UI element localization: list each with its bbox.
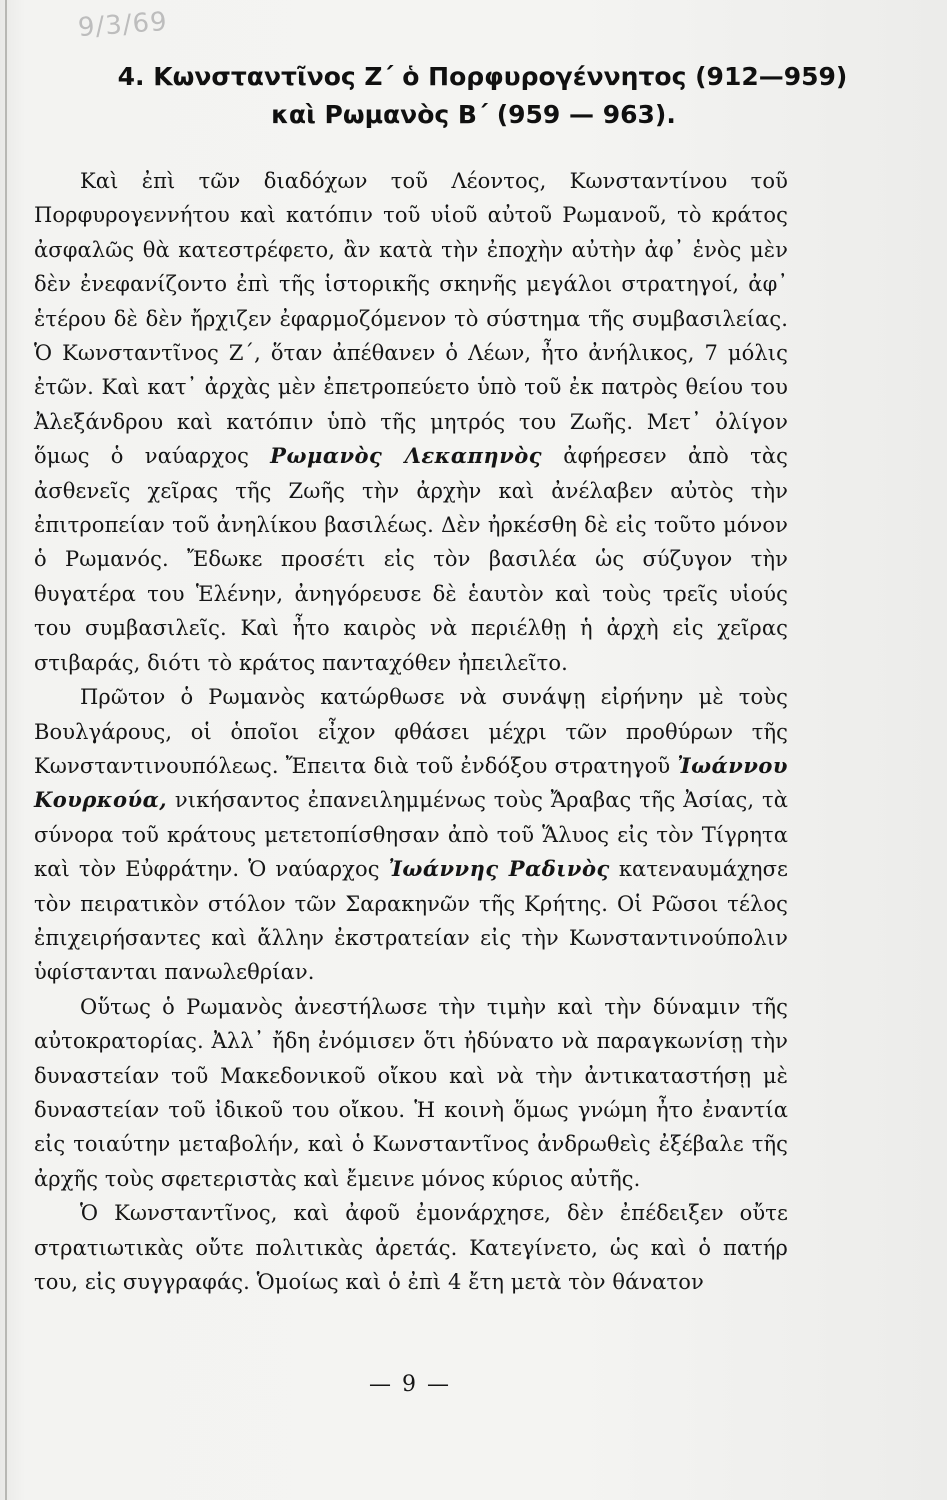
text-run: κατεναυμάχησε τὸν πειρατικὸν στόλον τῶν Σαρακηνῶν τῆς Κρήτης. Οἱ Ρῶσοι τέλος ἐπιχειρήσαντες καὶ ἄλλην ἐκστρατείαν εἰς τὴν Κωνσταντινούπολιν ὑφίστανται πανωλεθρίαν.	[34, 857, 788, 985]
paragraph	[34, 680, 788, 990]
emphasized-name: Ἰωάννης Ραδινὸς	[388, 856, 610, 882]
text-run: Ὁ Κωνσταντῖνος, καὶ ἀφοῦ ἐμονάρχησε, δὲν ἐπέδειξεν οὔτε στρατιωτικὰς οὔτε πολιτικὰς ἀρετάς. Κατεγίνετο, ὡς καὶ ὁ πατήρ του, εἰς συγγραφάς. Ὁμοίως καὶ ὁ ἐπὶ 4 ἔτη μετὰ τὸν θάνατον	[34, 1201, 788, 1294]
body-text	[34, 164, 788, 1299]
page-number: — 9 —	[369, 1372, 451, 1397]
binding-edge	[5, 0, 7, 1500]
paragraph	[34, 990, 788, 1196]
emphasized-name: Ρωμανὸς Λεκαπηνὸς	[270, 443, 543, 469]
heading-line-1: 4. Κωνσταντῖνος Ζ΄ ὁ Πορφυρογέννητος (912—959)	[117, 62, 848, 91]
text-run: Πρῶτον ὁ Ρωμανὸς κατώρθωσε νὰ συνάψῃ εἰρήνην μὲ τοὺς Βουλγάρους, οἱ ὁποῖοι εἶχον φθάσει μέχρι τῶν προθύρων τῆς Κωνσταντινουπόλεως. Ἔπειτα διὰ τοῦ ἐνδόξου στρατηγοῦ	[34, 685, 788, 778]
paragraph	[34, 164, 788, 680]
heading-line-2: καὶ Ρωμανὸς Β΄ (959 — 963).	[271, 100, 676, 129]
section-heading	[0, 58, 947, 134]
text-run: Οὕτως ὁ Ρωμανὸς ἀνεστήλωσε τὴν τιμὴν καὶ τὴν δύναμιν τῆς αὐτοκρατορίας. Ἀλλ᾿ ἤδη ἐνόμισεν ὅτι ἠδύνατο νὰ παραγκωνίσῃ τὴν δυναστείαν τοῦ Μακεδονικοῦ οἴκου καὶ νὰ τὴν ἀντικαταστήσῃ μὲ δυναστείαν τοῦ ἰδικοῦ του οἴκου. Ἡ κοινὴ ὅμως γνώμη ἦτο ἐναντία εἰς τοιαύτην μεταβολήν, καὶ ὁ Κωνσταντῖνος ἀνδρωθεὶς ἐξέβαλε τῆς ἀρχῆς τοὺς σφετεριστὰς καὶ ἔμεινε μόνος κύριος αὐτῆς.	[34, 994, 788, 1191]
pencil-note: 9/3/69	[77, 6, 169, 44]
text-run: νικήσαντος ἐπανειλημμένως τοὺς Ἄραβας τῆς Ἀσίας, τὰ σύνορα τοῦ κράτους μετετοπίσθησαν ἀπὸ τοῦ Ἅλυος εἰς τὸν Τίγρητα καὶ τὸν Εὐφράτην. Ὁ ναύαρχος	[34, 788, 788, 882]
text-run: ἀφήρεσεν ἀπὸ τὰς ἀσθενεῖς χεῖρας τῆς Ζωῆς τὴν ἀρχὴν καὶ ἀνέλαβεν αὐτὸς τὴν ἐπιτροπείαν τοῦ ἀνηλίκου βασιλέως. Δὲν ἠρκέσθη δὲ εἰς τοῦτο μόνον ὁ Ρωμανός. Ἔδωκε προσέτι εἰς τὸν βασιλέα ὡς σύζυγον τὴν θυγατέρα του Ἑλένην, ἀνηγόρευσε δὲ ἑαυτὸν καὶ τοὺς τρεῖς υἱούς του συμβασιλεῖς. Καὶ ἦτο καιρὸς νὰ περιέλθῃ ἡ ἀρχὴ εἰς χεῖρας στιβαράς, διότι τὸ κράτος πανταχόθεν ἠπειλεῖτο.	[34, 444, 788, 675]
paragraph	[34, 1196, 788, 1299]
emphasized-name: Ἰωάννου Κουρκούα,	[34, 752, 788, 813]
text-run: Καὶ ἐπὶ τῶν διαδόχων τοῦ Λέοντος, Κωνσταντίνου τοῦ Πορφυρογεννήτου καὶ κατόπιν τοῦ υἱοῦ αὐτοῦ Ρωμανοῦ, τὸ κράτος ἀσφαλῶς θὰ κατεστρέφετο, ἂν κατὰ τὴν ἐποχὴν αὐτὴν ἀφ᾿ ἑνὸς μὲν δὲν ἐνεφανίζοντο ἐπὶ τῆς ἱστορικῆς σκηνῆς μεγάλοι στρατηγοί, ἀφ᾿ ἑτέρου δὲ δὲν ἤρχιζεν ἐφαρμοζόμενον τὸ σύστημα τῆς συμβασιλείας. Ὁ Κωνσταντῖνος Ζ΄, ὅταν ἀπέθανεν ὁ Λέων, ἦτο ἀνήλικος, 7 μόλις ἐτῶν. Καὶ κατ᾿ ἀρχὰς μὲν ἐπετροπεύετο ὑπὸ τοῦ ἐκ πατρὸς θείου του Ἀλεξάνδρου καὶ κατόπιν ὑπὸ τῆς μητρός του Ζωῆς. Μετ᾿ ὀλίγον ὅμως ὁ ναύαρχος	[34, 169, 788, 469]
